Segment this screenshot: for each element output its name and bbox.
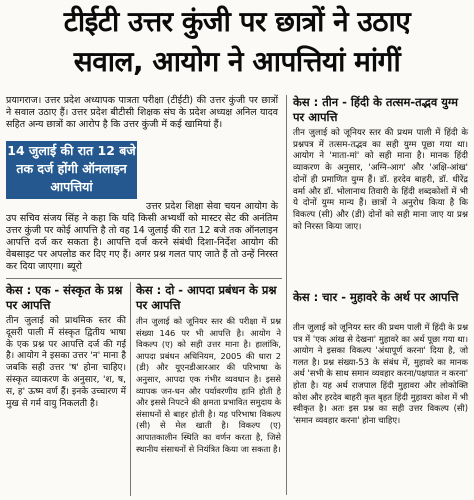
case-4-text: तीन जुलाई को जूनियर स्तर की प्रथम पाली में हिंदी के प्रश्न पत्र में 'एक आंख से देखना' मुहावरे का अर्थ पूछा गया था। आयोग ने इसका विकल्प 'अंधापूर्ण करना' दिया है, जो गलत है। प्रश्न संख्या-53 के संबंध में, मुहावरे का मानक अर्थ 'सभी के साथ समान व्यवहार करना/पक्षपात न करना' होता है। यह अर्थ राजपाल हिंदी मुहावरा और लोकोक्ति कोश और हरदेव बाहरी कृत बृहत हिंदी मुहावरा कोश में भी स्वीकृत है। अतः इस प्रश्न का सही उत्तर विकल्प (सी) 'समान व्यवहार करना' होना चाहिए। <box>293 322 468 425</box>
case-4-title: केस : चार - मुहावरे के अर्थ पर आपत्ति <box>293 290 459 304</box>
case-2-title: केस : दो - आपदा प्रबंधन के प्रश्न पर आपत्ति <box>136 283 277 312</box>
highlight-box: 14 जुलाई की रात 12 बजे तक दर्ज होंगी ऑनलाइन आपत्तियां <box>6 141 137 199</box>
case-1-title: केस : एक - संस्कृत के प्रश्न पर आपत्ति <box>6 283 123 312</box>
column-divider-right <box>286 95 287 495</box>
lead-paragraph-2: उत्तर प्रदेश शिक्षा सेवा चयन आयोग के उप सचिव संजय सिंह ने कहा कि यदि किसी अभ्यर्थी को मास्टर सेट की अनंतिम उत्तर कुंजी पर कोई आपत्ति है तो वह 14 जुलाई की रात 12 बजे तक ऑनलाइन आपत्ति दर्ज कर सकता है। आपत्ति दर्ज करने संबंधी दिशा-निर्देश आयोग की वेबसाइट पर अपलोड कर दिए गए हैं। अगर प्रश्न गलत पाए जाते हैं तो उन्हें निरस्त कर दिया जाएगा। ब्यूरो <box>6 201 278 273</box>
headline <box>6 2 468 82</box>
case-3-text: तीन जुलाई को जूनियर स्तर की प्रथम पाली में हिंदी के प्रश्नपत्र में तत्सम-तद्भव का सही युग्म पूछा गया था। आयोग ने 'माता-मां' को सही माना है। मानक हिंदी व्याकरण के अनुसार, 'अग्नि-आग' और 'अक्षि-आंख' दोनों ही प्रमाणित युग्म हैं। डॉ. हरदेव बाहरी, डॉ. धीरेंद्र वर्मा और डॉ. भोलानाथ तिवारी के हिंदी शब्दकोशों में भी ये दोनों युग्म मान्य हैं। छात्रों ने अनुरोध किया है कि विकल्प (सी) और (डी) दोनों को सही माना जाए या प्रश्न को निरस्त किया जाए। <box>293 128 468 232</box>
column-divider-left <box>130 282 131 496</box>
section-divider <box>6 278 282 279</box>
lead-paragraph-1: प्रयागराज। उत्तर प्रदेश अध्यापक पात्रता परीक्षा (टीईटी) की उत्तर कुंजी पर छात्रों ने सवाल उठाए हैं। उत्तर प्रदेश बीटीसी शिक्षक संघ के प्रदेश अध्यक्ष अनिल यादव सहित अन्य छात्रों का आरोप है कि उत्तर कुंजी में कई खामियां हैं। <box>6 95 278 131</box>
case-2-text: तीन जुलाई को जूनियर स्तर की परीक्षा में प्रश्न संख्या 146 पर भी आपत्ति है। आयोग ने विकल्प (ए) को सही उत्तर माना है। हालांकि, आपदा प्रबंधन अधिनियम, 2005 की धारा 2 (डी) और यूएनडीआरआर की परिभाषा के अनुसार, आपदा एक गंभीर व्यवधान है। इससे व्यापक जन-धन और पर्यावरणीय हानि होती है और इससे निपटने की क्षमता प्रभावित समुदाय के संसाधनों से बाहर होती है। यह परिभाषा विकल्प (सी) से मेल खाती है। विकल्प (ए) आपातकालीन स्थिति का वर्णन करता है, जिसे स्थानीय संसाधनों से नियंत्रित किया जा सकता है। <box>136 316 281 454</box>
case-1-text: तीन जुलाई को प्राथमिक स्तर की दूसरी पाली में संस्कृत द्वितीय भाषा के एक प्रश्न पर आपत्ति दर्ज की गई है। आयोग ने इसका उत्तर 'न' माना है जबकि सही उत्तर 'ष' होना चाहिए। संस्कृत व्याकरण के अनुसार, 'श, ष, स, ह' ऊष्म वर्ण हैं। इनके उच्चारण में मुख से गर्म वायु निकलती है। <box>6 316 126 409</box>
headline-line-2: सवाल, आयोग ने आपत्तियां मांगीं <box>73 45 401 78</box>
case-3-title: केस : तीन - हिंदी के तत्सम-तद्भव युग्म पर आपत्ति <box>293 95 458 124</box>
headline-line-1: टीईटी उत्तर कुंजी पर छात्रों ने उठाए <box>63 5 411 38</box>
